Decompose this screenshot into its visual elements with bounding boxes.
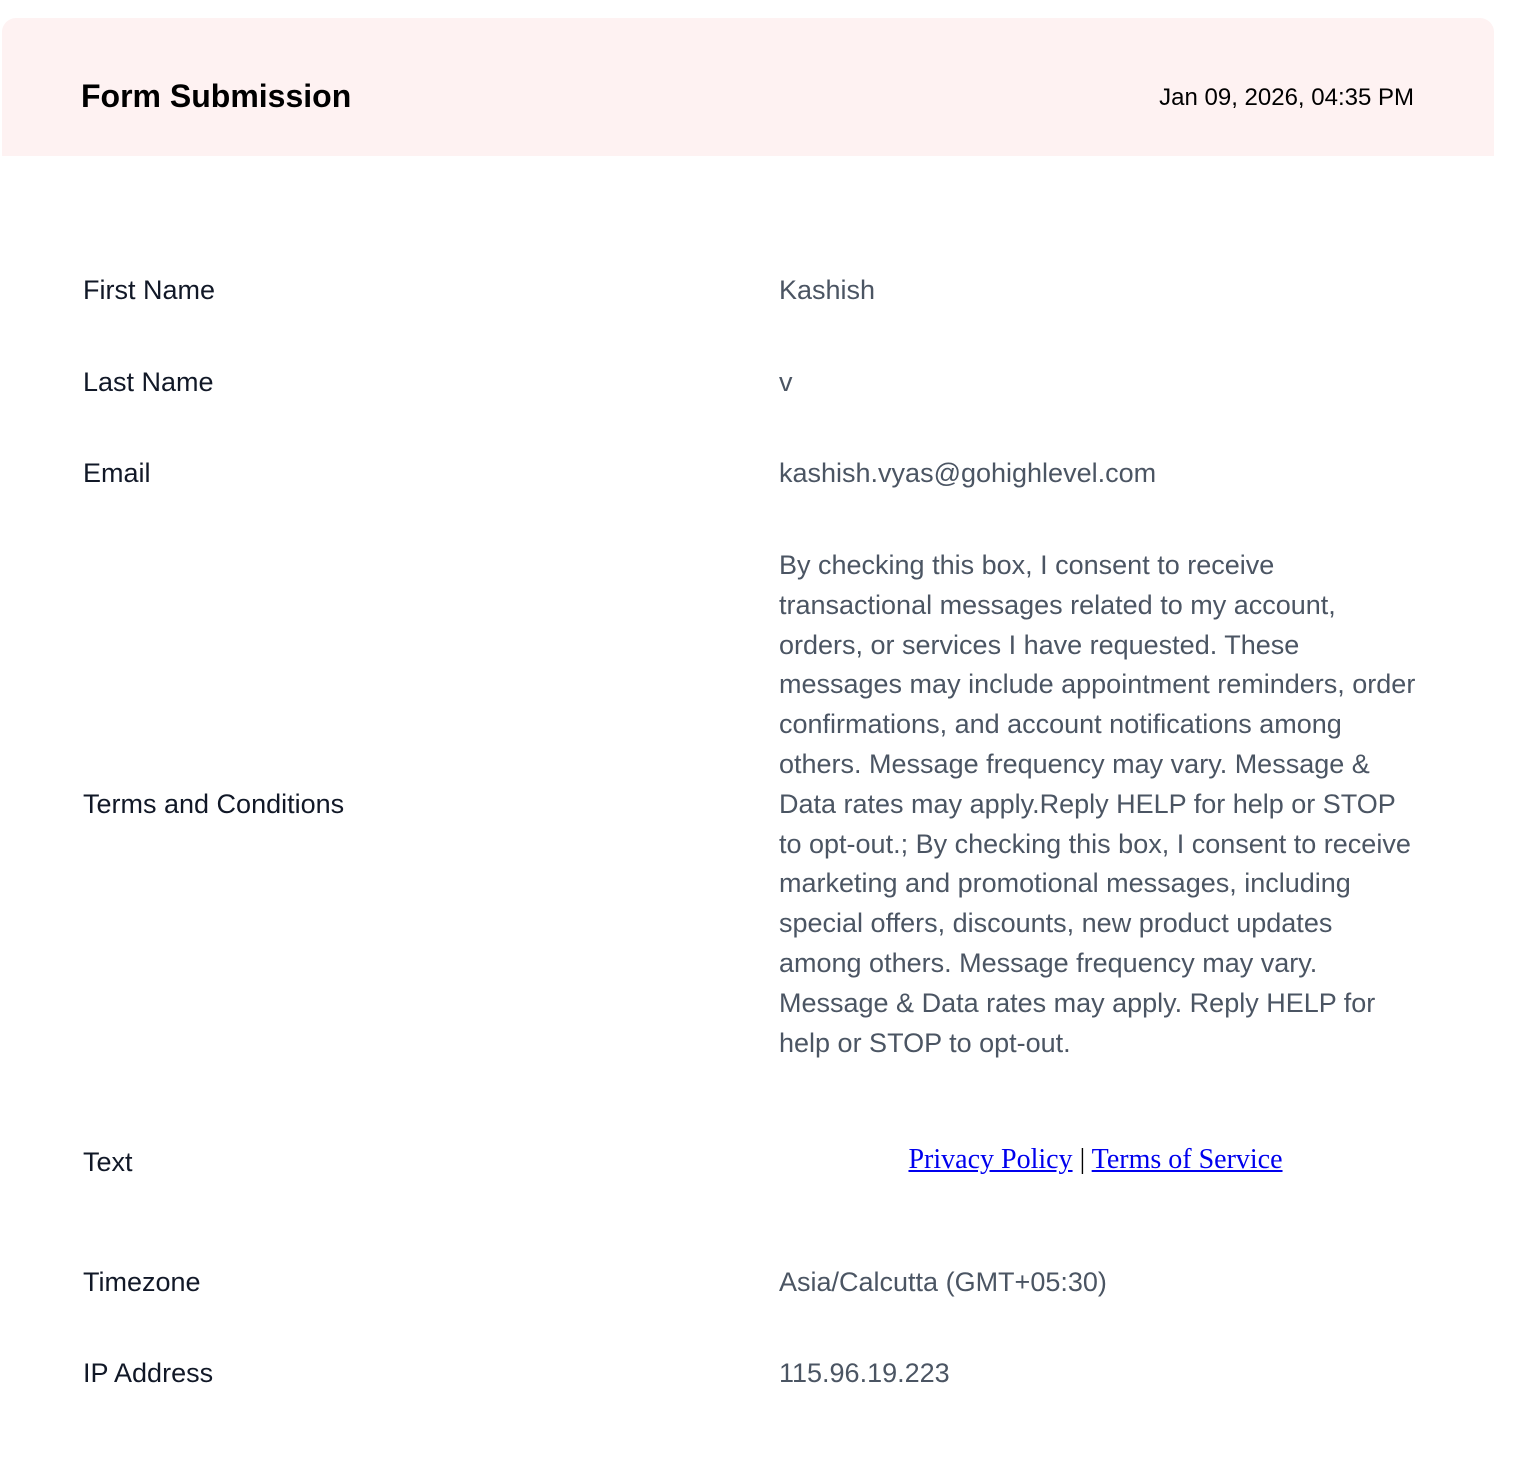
last-name-value: v [779, 367, 793, 397]
submission-date: Jan 09, 2026, 04:35 PM [1159, 84, 1414, 111]
terms-label: Terms and Conditions [83, 789, 345, 819]
email-label: Email [83, 458, 151, 488]
ip-address-label: IP Address [83, 1358, 214, 1388]
legal-links [779, 1143, 1412, 1177]
last-name-label: Last Name [83, 367, 214, 397]
first-name-label: First Name [83, 275, 216, 305]
timezone-label: Timezone [83, 1267, 201, 1297]
text-label: Text [83, 1147, 133, 1177]
terms-value: By checking this box, I consent to receive transactional messages related to my account, orders, or services I have requested. These messages may include appointment reminders, order confirmations, and account notifications among others. Message frequency may vary. Message & Data rates may apply.Reply HELP for help or STOP to opt-out.; By checking this box, I consent to receive marketing and promotional messages, including special offers, discounts, new product updates among others. Message frequency may vary. Message & Data rates may apply. Reply HELP for help or STOP to opt-out. [779, 550, 1416, 1058]
terms-of-service-link[interactable]: Terms of Service [1091, 1144, 1283, 1175]
link-separator: | [1079, 1144, 1086, 1175]
ip-address-value: 115.96.19.223 [779, 1358, 950, 1388]
first-name-value: Kashish [779, 275, 876, 305]
email-value: kashish.vyas@gohighlevel.com [779, 458, 1157, 488]
submission-header [2, 18, 1494, 156]
timezone-value: Asia/Calcutta (GMT+05:30) [779, 1267, 1107, 1297]
privacy-policy-link[interactable]: Privacy Policy [908, 1144, 1073, 1175]
page-title: Form Submission [81, 78, 352, 114]
